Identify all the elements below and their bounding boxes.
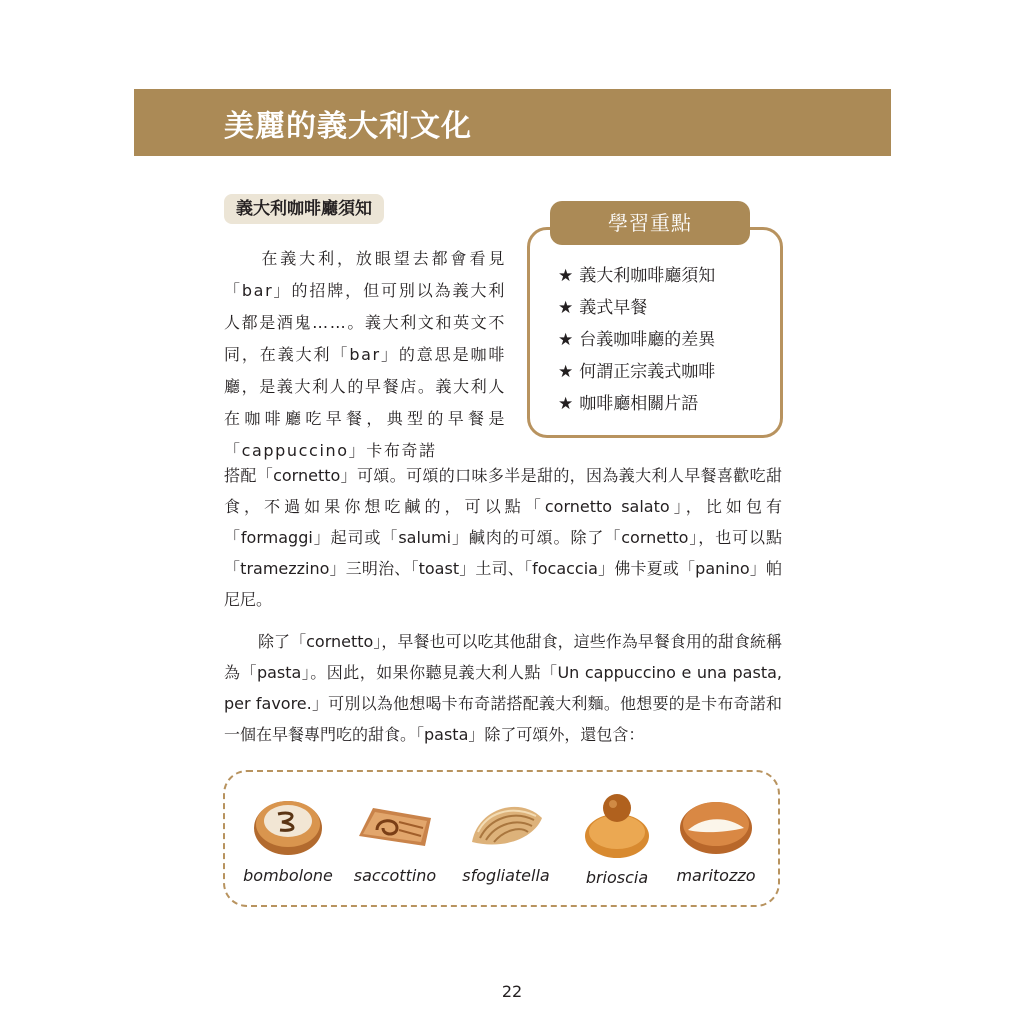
section-heading: 義大利咖啡廳須知: [224, 194, 384, 224]
star-icon: ★: [558, 298, 574, 318]
keypoint-label: 何謂正宗義式咖啡: [579, 362, 716, 382]
pastry-item: [562, 788, 672, 887]
pastry-item: [451, 788, 561, 885]
intro-continued-paragraph: 搭配「cornetto」可頌。可頌的口味多半是甜的，因為義大利人早餐喜歡吃甜食，不過如果你想吃鹹的，可以點「cornetto salato」，比如包有「formaggi」起司或「salumi」鹹肉的可頌。除了「cornetto」，也可以點「tramezzino」三明治、「toast」土司、「focaccia」佛卡夏或「panino」帕尼尼。: [224, 466, 782, 609]
pastry-name: sfogliatella: [462, 866, 550, 885]
pastry-item: [340, 788, 450, 885]
pastry-item: [233, 788, 343, 885]
pastry-name: maritozzo: [676, 866, 756, 885]
bombolone-icon: [248, 788, 328, 858]
keypoints-heading: 學習重點: [550, 201, 750, 245]
page-number: 22: [501, 982, 523, 1001]
sfogliatella-icon: [464, 788, 548, 858]
pasta-text: 除了「cornetto」，早餐也可以吃其他甜食，這些作為早餐食用的甜食統稱為「pasta」。因此，如果你聽見義大利人點「Un cappuccino e una pasta, per favore.」可別以為他想喝卡布奇諾搭配義大利麵。他想要的是卡布奇諾和一個在早餐專門吃的甜食。「pasta」除了可頌外，還包含：: [224, 632, 782, 744]
star-icon: ★: [558, 330, 574, 350]
brioscia-icon: [577, 788, 657, 860]
title-bar: [134, 89, 891, 156]
star-icon: ★: [558, 394, 574, 414]
keypoint-item: [558, 260, 715, 292]
page-title: 美麗的義大利文化: [224, 109, 472, 144]
keypoint-label: 咖啡廳相關片語: [579, 394, 699, 414]
pastry-gallery: [223, 770, 780, 907]
keypoints-list: [558, 260, 715, 420]
intro-paragraph: [224, 243, 506, 467]
keypoint-label: 台義咖啡廳的差異: [579, 330, 716, 350]
keypoint-item: [558, 388, 715, 420]
keypoint-label: 義大利咖啡廳須知: [579, 266, 716, 286]
keypoint-item: [558, 356, 715, 388]
intro-text: 在義大利，放眼望去都會看見「bar」的招牌，但可別以為義大利人都是酒鬼……。義大利文和英文不同，在義大利「bar」的意思是咖啡廳，是義大利人的早餐店。義大利人在咖啡廳吃早餐，典型的早餐是「cappuccino」卡布奇諾: [224, 249, 506, 460]
pastry-name: bombolone: [243, 866, 333, 885]
keypoint-label: 義式早餐: [579, 298, 648, 318]
pastry-item: [661, 788, 771, 885]
keypoint-item: [558, 324, 715, 356]
maritozzo-icon: [674, 788, 758, 858]
pasta-paragraph: [224, 626, 782, 750]
star-icon: ★: [558, 362, 574, 382]
star-icon: ★: [558, 266, 574, 286]
pastry-name: saccottino: [353, 866, 437, 885]
saccottino-icon: [353, 788, 437, 858]
pastry-name: brioscia: [585, 868, 649, 887]
keypoint-item: [558, 292, 715, 324]
